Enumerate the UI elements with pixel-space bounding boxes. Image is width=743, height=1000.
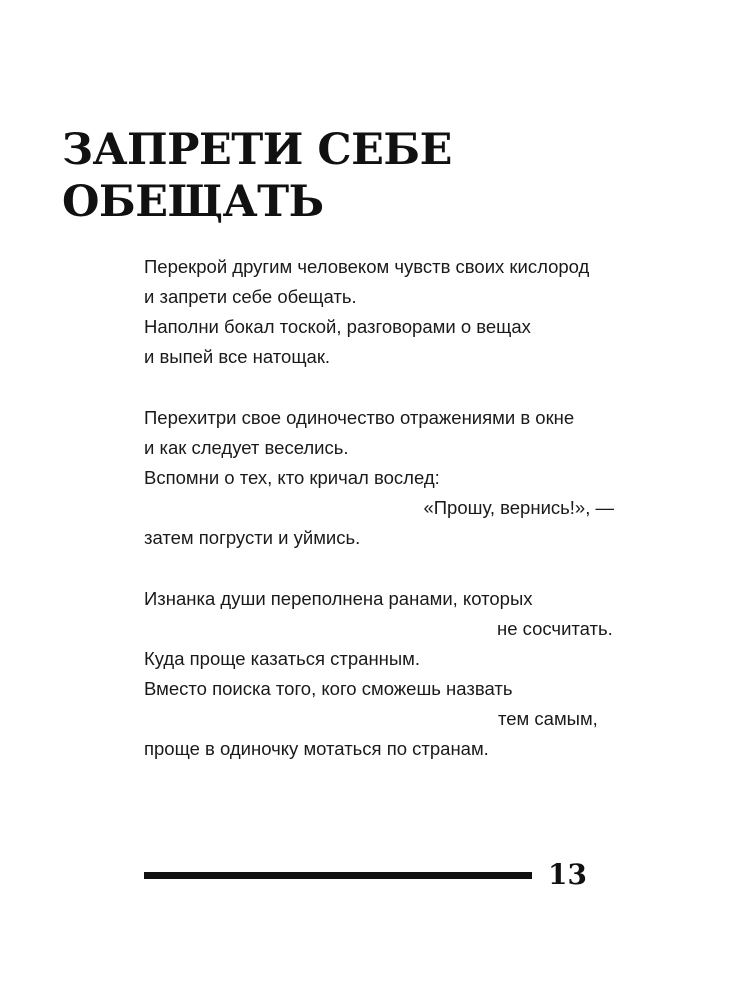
stanza-break: [144, 553, 614, 584]
footer-rule: [144, 872, 532, 879]
poem-line: Наполни бокал тоской, разговорами о вещах: [144, 316, 531, 337]
page-number: 13: [548, 858, 587, 891]
page-title: [62, 124, 452, 228]
poem-line: Перехитри свое одиночество отражениями в окне: [144, 407, 575, 428]
poem-body: [144, 252, 614, 764]
title-line-1: ЗАПРЕТИ СЕБЕ: [62, 125, 452, 175]
poem-line: тем самым,: [498, 708, 598, 729]
poem-line: Изнанка души переполнена ранами, которых: [144, 588, 533, 609]
poem-line: и выпей все натощак.: [144, 346, 331, 367]
poem-line: Вспомни о тех, кто кричал вослед:: [144, 467, 440, 488]
title-line-2: ОБЕЩАТЬ: [62, 177, 324, 227]
poem-line: и запрети себе обещать.: [144, 286, 357, 307]
poem-line: «Прошу, вернись!», —: [423, 497, 614, 518]
poem-line: Перекрой другим человеком чувств своих кислород: [144, 256, 590, 277]
poem-line: не сосчитать.: [497, 618, 613, 639]
poem-line: проще в одиночку мотаться по странам.: [144, 738, 489, 759]
poem-line: и как следует веселись.: [144, 437, 349, 458]
poem-line: затем погрусти и уймись.: [144, 527, 361, 548]
poem-line: Вместо поиска того, кого сможешь назвать: [144, 678, 513, 699]
stanza-break: [144, 372, 614, 403]
poem-line: Куда проще казаться странным.: [144, 648, 421, 669]
